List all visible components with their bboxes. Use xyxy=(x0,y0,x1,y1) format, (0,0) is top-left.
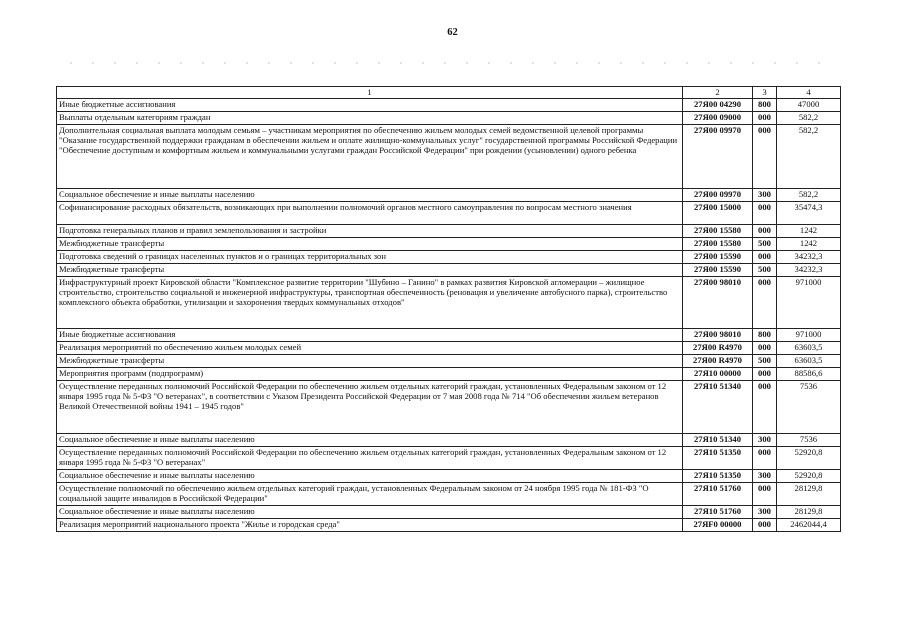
table-row xyxy=(57,368,841,381)
row-code-cell: 27Я00 15590 xyxy=(683,251,753,264)
row-sum-cell: 28129,8 xyxy=(777,506,841,519)
row-vr-cell: 000 xyxy=(753,112,777,125)
row-code-cell: 27Я10 51760 xyxy=(683,483,753,506)
row-sum-cell: 88586,6 xyxy=(777,368,841,381)
row-sum-cell: 7536 xyxy=(777,381,841,434)
row-vr-cell: 000 xyxy=(753,519,777,532)
row-sum-cell: 971000 xyxy=(777,277,841,329)
row-vr-cell: 000 xyxy=(753,381,777,434)
row-name-cell: Осуществление полномочий по обеспечению жильем отдельных категорий граждан, установленных Федеральным законом от 24 ноября 1995 года № 181-ФЗ "О социальной защите инвалидов в Российской Федерации" xyxy=(57,483,683,506)
table-row xyxy=(57,434,841,447)
row-sum-cell: 63603,5 xyxy=(777,342,841,355)
table-row xyxy=(57,447,841,470)
row-sum-cell: 582,2 xyxy=(777,112,841,125)
row-name-cell: Реализация мероприятий национального проекта "Жилье и городская среда" xyxy=(57,519,683,532)
row-sum-cell: 52920,8 xyxy=(777,447,841,470)
row-vr-cell: 000 xyxy=(753,125,777,189)
table-row xyxy=(57,483,841,506)
table-row xyxy=(57,342,841,355)
row-vr-cell: 000 xyxy=(753,483,777,506)
row-name-cell: Подготовка генеральных планов и правил землепользования и застройки xyxy=(57,225,683,238)
row-code-cell: 27Я10 51340 xyxy=(683,434,753,447)
row-code-cell: 27Я10 51350 xyxy=(683,470,753,483)
header-col-3: 3 xyxy=(753,87,777,99)
row-vr-cell: 000 xyxy=(753,202,777,225)
row-code-cell: 27ЯF0 00000 xyxy=(683,519,753,532)
table-row xyxy=(57,381,841,434)
row-code-cell: 27Я00 09000 xyxy=(683,112,753,125)
scan-noise-dots xyxy=(60,60,840,66)
row-sum-cell: 63603,5 xyxy=(777,355,841,368)
header-col-2: 2 xyxy=(683,87,753,99)
row-name-cell: Осуществление переданных полномочий Российской Федерации по обеспечению жильем отдельных категорий граждан, установленных Федеральным законом от 12 января 1995 года № 5-ФЗ "О ветеранах" xyxy=(57,447,683,470)
row-sum-cell: 52920,8 xyxy=(777,470,841,483)
row-code-cell: 27Я10 00000 xyxy=(683,368,753,381)
row-code-cell: 27Я10 51340 xyxy=(683,381,753,434)
table-row xyxy=(57,189,841,202)
row-vr-cell: 000 xyxy=(753,368,777,381)
table-row xyxy=(57,277,841,329)
row-name-cell: Инфраструктурный проект Кировской области "Комплексное развитие территории "Шубино – Ганино" в рамках развития Кировской агломерации – жилищное строительство, строительство социальной и инженерной инфраструктуры, транспортная обеспеченность (реновация и увеличение автобусного парка), строительство комплексного объекта обработки, утилизации и захоронения твердых коммунальных отходов" xyxy=(57,277,683,329)
row-vr-cell: 800 xyxy=(753,329,777,342)
row-name-cell: Мероприятия программ (подпрограмм) xyxy=(57,368,683,381)
row-name-cell: Осуществление переданных полномочий Российской Федерации по обеспечению жильем отдельных категорий граждан, установленных Федеральным законом от 12 января 1995 года № 5-ФЗ "О ветеранах", в соответствии с Указом Президента Российской Федерации от 7 мая 2008 года № 714 "Об обеспечении жильем ветеранов Великой Отечественной войны 1941 – 1945 годов" xyxy=(57,381,683,434)
row-name-cell: Подготовка сведений о границах населенных пунктов и о границах территориальных зон xyxy=(57,251,683,264)
row-code-cell: 27Я00 15000 xyxy=(683,202,753,225)
row-code-cell: 27Я10 51760 xyxy=(683,506,753,519)
table-row xyxy=(57,329,841,342)
row-code-cell: 27Я10 51350 xyxy=(683,447,753,470)
row-vr-cell: 300 xyxy=(753,434,777,447)
row-sum-cell: 35474,3 xyxy=(777,202,841,225)
row-code-cell: 27Я00 98010 xyxy=(683,277,753,329)
table-body xyxy=(57,99,841,532)
row-vr-cell: 300 xyxy=(753,506,777,519)
row-sum-cell: 1242 xyxy=(777,238,841,251)
row-code-cell: 27Я00 R4970 xyxy=(683,342,753,355)
row-sum-cell: 971000 xyxy=(777,329,841,342)
row-name-cell: Реализация мероприятий по обеспечению жильем молодых семей xyxy=(57,342,683,355)
row-sum-cell: 582,2 xyxy=(777,189,841,202)
row-code-cell: 27Я00 15580 xyxy=(683,238,753,251)
header-col-1: 1 xyxy=(57,87,683,99)
row-vr-cell: 300 xyxy=(753,470,777,483)
table-row xyxy=(57,112,841,125)
row-code-cell: 27Я00 98010 xyxy=(683,329,753,342)
row-vr-cell: 000 xyxy=(753,342,777,355)
row-vr-cell: 500 xyxy=(753,238,777,251)
row-vr-cell: 000 xyxy=(753,277,777,329)
row-name-cell: Социальное обеспечение и иные выплаты населению xyxy=(57,506,683,519)
row-code-cell: 27Я00 15590 xyxy=(683,264,753,277)
table-row xyxy=(57,238,841,251)
row-vr-cell: 000 xyxy=(753,225,777,238)
row-name-cell: Дополнительная социальная выплата молодым семьям – участникам мероприятия по обеспечению жильем молодых семей ведомственной целевой программы "Оказание государственной поддержки гражданам в обеспечении жильем и оплате жилищно-коммунальных услуг" государственной программы Российской Федерации "Обеспечение доступным и комфортным жильем и коммунальными услугами граждан Российской Федерации" при рождении (усыновлении) одного ребенка xyxy=(57,125,683,189)
row-sum-cell: 34232,3 xyxy=(777,251,841,264)
row-name-cell: Межбюджетные трансферты xyxy=(57,238,683,251)
row-sum-cell: 2462044,4 xyxy=(777,519,841,532)
row-sum-cell: 28129,8 xyxy=(777,483,841,506)
row-sum-cell: 34232,3 xyxy=(777,264,841,277)
table-row xyxy=(57,519,841,532)
row-name-cell: Социальное обеспечение и иные выплаты населению xyxy=(57,434,683,447)
header-col-4: 4 xyxy=(777,87,841,99)
row-vr-cell: 500 xyxy=(753,355,777,368)
table-row xyxy=(57,125,841,189)
table-row xyxy=(57,506,841,519)
row-sum-cell: 47000 xyxy=(777,99,841,112)
row-code-cell: 27Я00 15580 xyxy=(683,225,753,238)
table-row xyxy=(57,202,841,225)
table-header-row xyxy=(57,87,841,99)
row-vr-cell: 300 xyxy=(753,189,777,202)
row-vr-cell: 800 xyxy=(753,99,777,112)
row-sum-cell: 582,2 xyxy=(777,125,841,189)
row-code-cell: 27Я00 09970 xyxy=(683,189,753,202)
row-sum-cell: 7536 xyxy=(777,434,841,447)
row-name-cell: Межбюджетные трансферты xyxy=(57,355,683,368)
table-row xyxy=(57,251,841,264)
table-row xyxy=(57,355,841,368)
row-vr-cell: 500 xyxy=(753,264,777,277)
row-sum-cell: 1242 xyxy=(777,225,841,238)
table-row xyxy=(57,470,841,483)
row-code-cell: 27Я00 04290 xyxy=(683,99,753,112)
row-name-cell: Выплаты отдельным категориям граждан xyxy=(57,112,683,125)
row-name-cell: Иные бюджетные ассигнования xyxy=(57,329,683,342)
budget-table xyxy=(56,86,841,532)
row-code-cell: 27Я00 09970 xyxy=(683,125,753,189)
row-name-cell: Софинансирование расходных обязательств, возникающих при выполнении полномочий органов местного самоуправления по вопросам местного значения xyxy=(57,202,683,225)
row-name-cell: Иные бюджетные ассигнования xyxy=(57,99,683,112)
row-vr-cell: 000 xyxy=(753,251,777,264)
row-code-cell: 27Я00 R4970 xyxy=(683,355,753,368)
page-number: 62 xyxy=(447,27,458,38)
row-name-cell: Социальное обеспечение и иные выплаты населению xyxy=(57,189,683,202)
table-row xyxy=(57,264,841,277)
row-name-cell: Социальное обеспечение и иные выплаты населению xyxy=(57,470,683,483)
table-row xyxy=(57,99,841,112)
row-name-cell: Межбюджетные трансферты xyxy=(57,264,683,277)
table-row xyxy=(57,225,841,238)
row-vr-cell: 000 xyxy=(753,447,777,470)
